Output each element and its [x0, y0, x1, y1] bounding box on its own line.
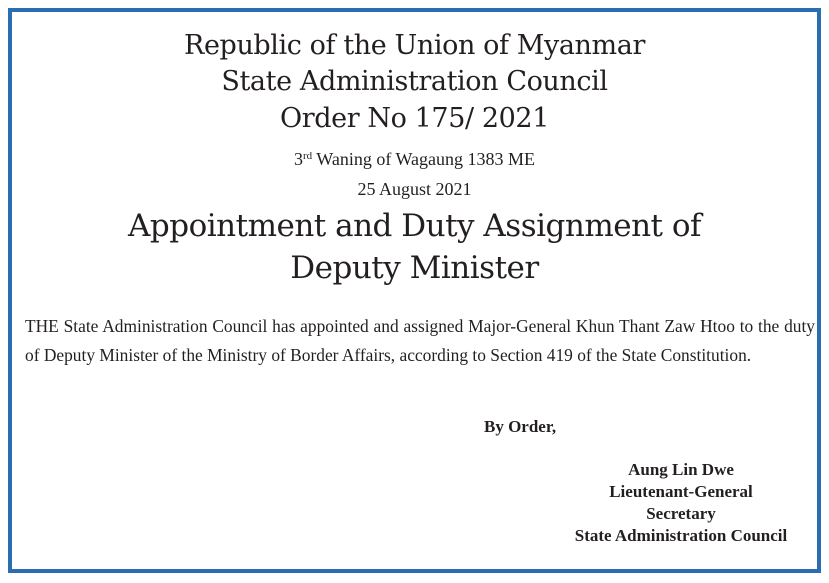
title-line-2: Deputy Minister	[290, 250, 539, 286]
gregorian-date: 25 August 2021	[357, 179, 472, 199]
lunar-date	[0, 145, 829, 173]
header-country: Republic of the Union of Myanmar	[184, 30, 645, 61]
lunar-date-suffix: rd	[302, 150, 313, 162]
by-order-label: By Order,	[484, 417, 557, 436]
signatory-position: Secretary	[646, 504, 716, 523]
signatory-rank: Lieutenant-General	[609, 482, 753, 501]
signatory-name: Aung Lin Dwe	[628, 460, 734, 479]
lunar-date-text: Waning of Wagaung 1383 ME	[312, 149, 536, 169]
title-line-1: Appointment and Duty Assignment of	[128, 208, 701, 244]
header-council: State Administration Council	[221, 66, 608, 97]
body-paragraph: THE State Administration Council has appointed and assigned Major-General Khun Thant Zaw Htoo to the duty of Deputy Minister of the Ministry of Border Affairs, according to Section 419 of the State Constitution.	[25, 316, 815, 365]
lunar-date-ordinal: 3	[293, 149, 303, 169]
header-order-number: Order No 175/ 2021	[280, 103, 549, 134]
signatory-organization: State Administration Council	[574, 526, 788, 545]
